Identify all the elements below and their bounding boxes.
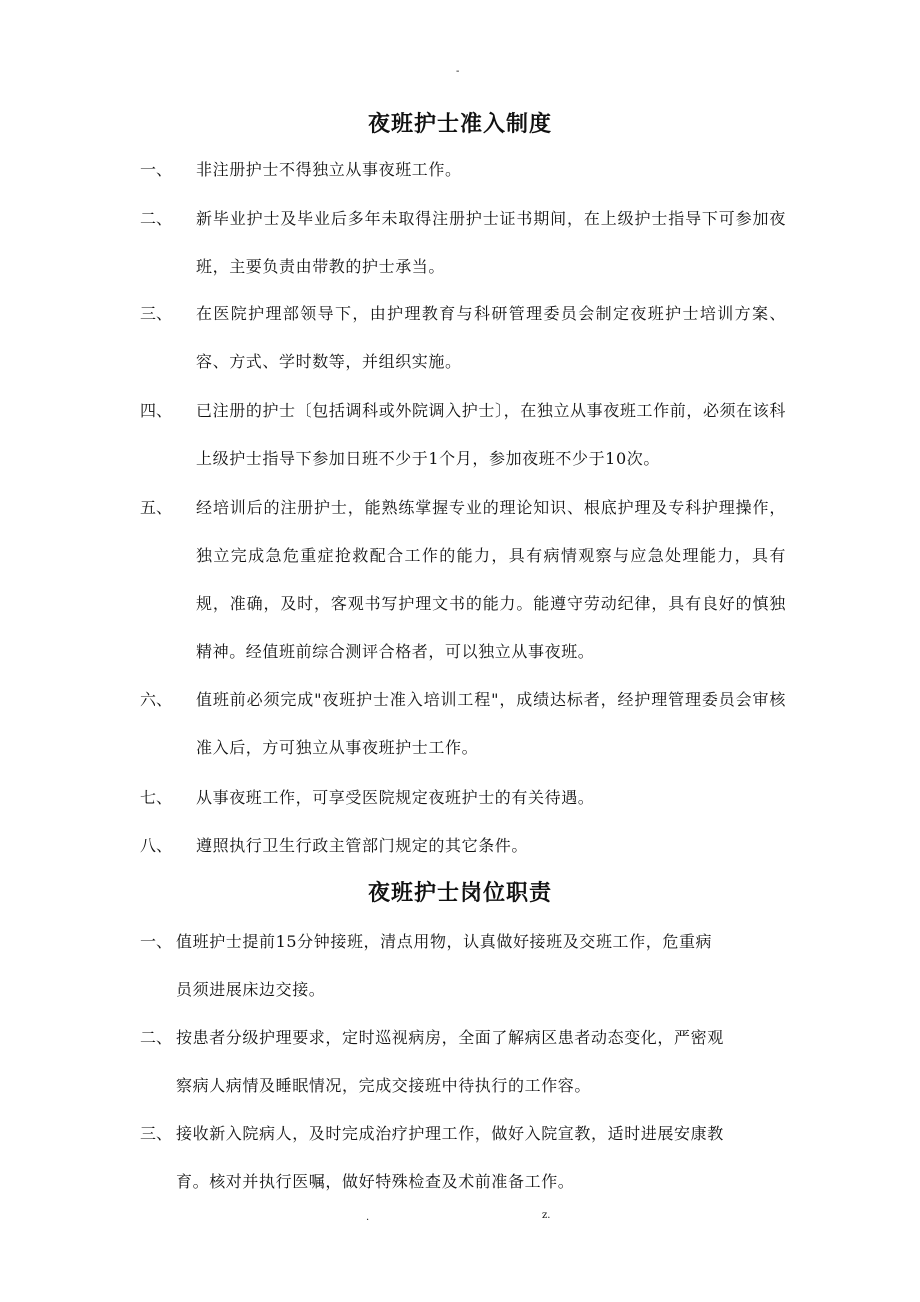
rule-number: 七、: [140, 788, 173, 807]
rule-text: 新毕业护士及毕业后多年未取得注册护士证书期间，在上级护士指导下可参加夜班，主要负责由带教的护士承当。: [196, 209, 786, 276]
rule-text: 经培训后的注册护士，能熟练掌握专业的理论知识、根底护理及专科护理操作，独立完成急危重症抢救配合工作的能力，具有病情观察与应急处理能力，具有规，准确，及时，客观书写护理文书的能力。能遵守劳动纪律，具有良好的慎独精神。经值班前综合测评合格者，可以独立从事夜班。: [196, 498, 786, 661]
rule-number: 一、: [140, 160, 173, 179]
rule-text: 值班前必须完成"夜班护士准入培训工程"，成绩达标者，经护理管理委员会审核准入后，方可独立从事夜班护士工作。: [196, 690, 786, 757]
section1-title: 夜班护士准入制度: [367, 111, 552, 137]
header-mark: -: [456, 66, 460, 77]
duty-number: 二、: [140, 1028, 173, 1047]
section2-title: 夜班护士岗位职责: [367, 880, 552, 906]
rule-number: 五、: [140, 498, 173, 517]
duty-line: 察病人病情及睡眠情况，完成交接班中待执行的工作容。: [176, 1076, 592, 1095]
rule-number: 三、: [140, 304, 173, 323]
duty-line: 按患者分级护理要求，定时巡视病房，全面了解病区患者动态变化，严密观: [176, 1028, 724, 1047]
rule-text: 从事夜班工作，可享受医院规定夜班护士的有关待遇。: [196, 788, 595, 807]
duty-number: 三、: [140, 1124, 173, 1143]
rule-text: 在医院护理部领导下，由护理教育与科研管理委员会制定夜班护士培训方案、容、方式、学时数等，并组织实施。: [196, 304, 786, 371]
rule-text: 已注册的护士〔包括调科或外院调入护士〕，在独立从事夜班工作前，必须在该科上级护士指导下参加日班不少于1个月，参加夜班不少于10次。: [196, 401, 786, 468]
rule-text: 遵照执行卫生行政主管部门规定的其它条件。: [196, 836, 529, 855]
duty-line: 员须进展床边交接。: [176, 980, 326, 999]
duty-text: [176, 1110, 786, 1206]
footer-right-mark: z.: [542, 1210, 551, 1221]
rule-number: 六、: [140, 690, 173, 709]
rule-number: 八、: [140, 836, 173, 855]
rule-number: 二、: [140, 209, 173, 228]
duty-line: 接收新入院病人，及时完成治疗护理工作，做好入院宣教，适时进展安康教: [176, 1124, 724, 1143]
duty-text: [176, 1014, 786, 1110]
rule-text: 非注册护士不得独立从事夜班工作。: [196, 160, 462, 179]
footer-left-mark: .: [366, 1212, 370, 1223]
duty-line: 值班护士提前15分钟接班，清点用物，认真做好接班及交班工作，危重病: [176, 932, 713, 951]
rule-number: 四、: [140, 401, 173, 420]
duty-number: 一、: [140, 932, 173, 951]
duty-text: [176, 918, 786, 1014]
duty-line: 育。核对并执行医嘱，做好特殊检查及术前准备工作。: [176, 1172, 575, 1191]
